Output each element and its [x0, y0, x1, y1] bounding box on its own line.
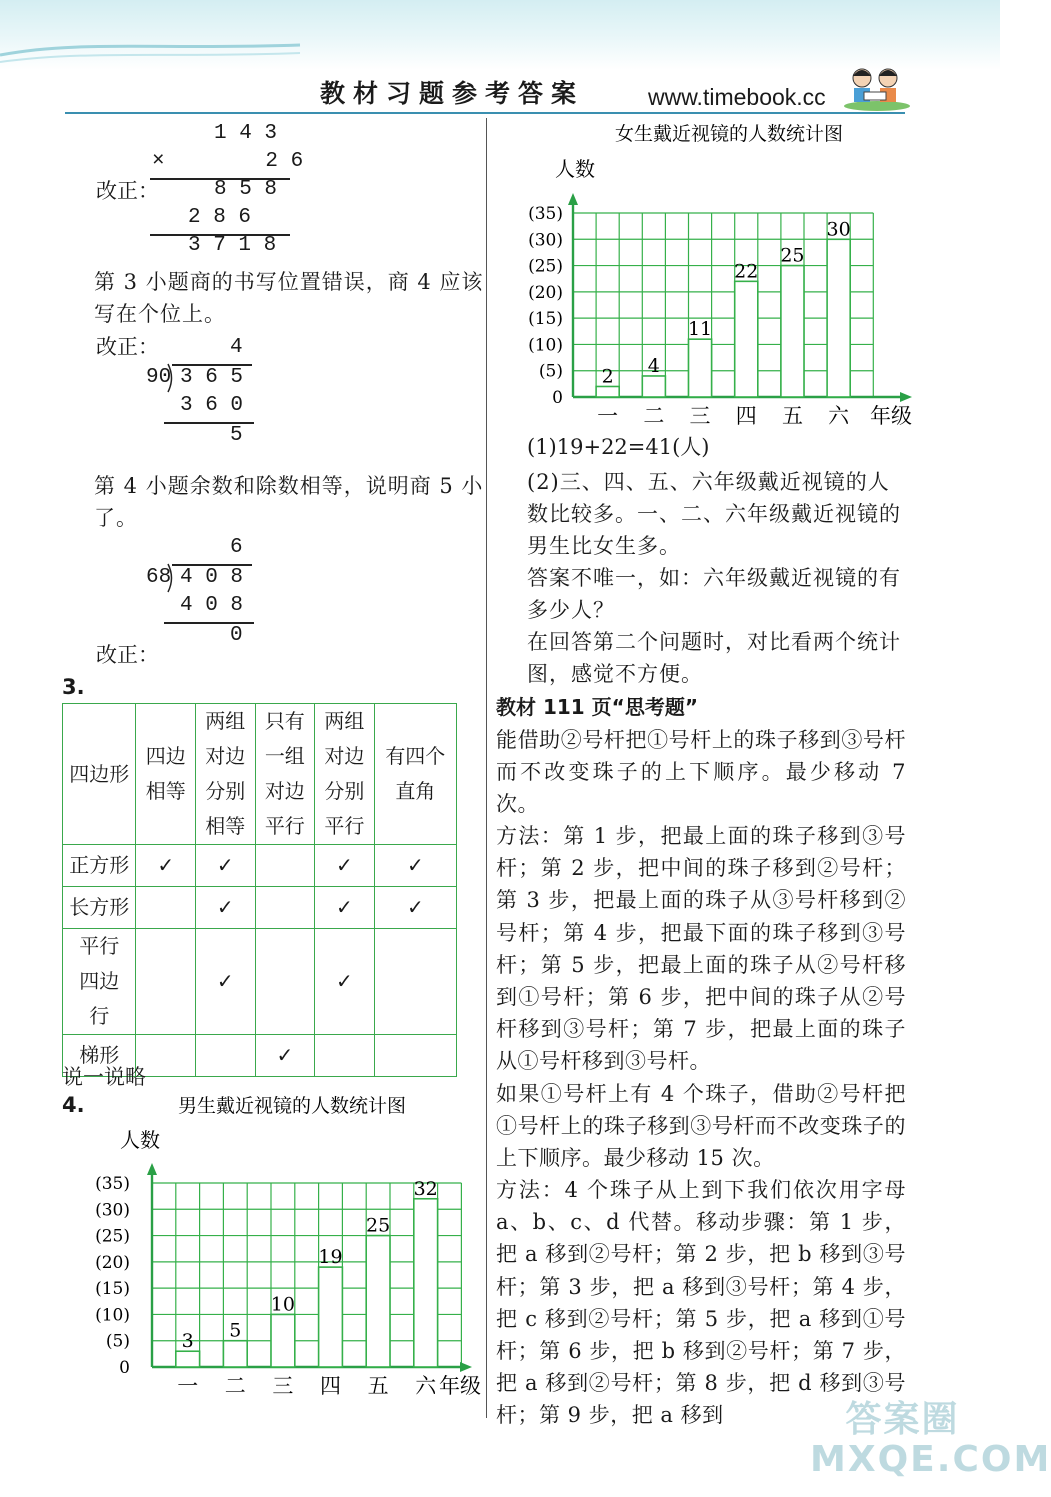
div1-bracket — [166, 362, 176, 394]
bar — [781, 266, 804, 397]
correction-label-2: 改正： — [96, 335, 159, 359]
bar-value-label: 32 — [413, 1177, 438, 1200]
bar-value-label: 19 — [318, 1246, 343, 1269]
check-cell — [255, 929, 315, 1035]
x-tick-label: 六 — [828, 404, 850, 428]
y-tick-label: (35) — [95, 1174, 130, 1194]
x-tick-label: 三 — [272, 1374, 294, 1398]
table-row — [63, 929, 457, 1035]
bar-value-label: 5 — [229, 1319, 242, 1342]
y-tick-label: 0 — [119, 1358, 130, 1378]
bar — [596, 386, 619, 397]
check-cell — [136, 887, 196, 929]
method-2: 方法：4 个珠子从上到下我们依次用字母 a、b、c、d 代替。移动步骤：第 1 步，把 a 移到②号杆；第 2 步，把 b 移到③号杆；第 3 步，把 a 移到③号杆；第 4 步，把 c 移到②号杆；第 5 步，把 a 移到①号杆；第 6 步，把 b 移到②号杆；第 7 步，把 a 移到②号杆；第 8 步，把 d 移到③号杆；第 9 步，把 a 移到 — [496, 1178, 906, 1428]
check-cell — [374, 1035, 456, 1077]
table-header: 两组对边分别相等 — [196, 704, 256, 845]
bar — [366, 1236, 390, 1367]
x-axis-label: 年级 — [439, 1374, 481, 1398]
chart-title: 女生戴近视镜的人数统计图 — [614, 123, 844, 145]
div2-divisor: 68 — [146, 566, 172, 589]
row-label: 正方形 — [63, 845, 136, 887]
x-tick-label: 二 — [643, 404, 665, 428]
watermark-text: 答案圈 MXQE.COM — [810, 1399, 1051, 1480]
y-tick-label: (25) — [528, 256, 563, 277]
check-cell: ✓ — [374, 887, 456, 929]
x-tick-label: 六 — [415, 1374, 437, 1398]
y-tick-label: (25) — [95, 1226, 130, 1247]
x-tick-label: 一 — [177, 1374, 199, 1398]
mult-row-2: × 2 6 — [152, 150, 304, 173]
bar-value-label: 22 — [734, 260, 759, 283]
correction-label-1: 改正： — [96, 179, 159, 203]
div1-product: 3 6 0 — [180, 394, 244, 417]
table-header-row — [63, 704, 457, 845]
think-answer: 能借助②号杆把①号杆上的珠子移到③号杆而不改变珠子的上下顺序。最少移动 7 次。 — [496, 728, 906, 817]
div2-remainder: 0 — [230, 624, 243, 647]
table-row — [63, 845, 457, 887]
div1-quotient: 4 — [230, 336, 243, 359]
div1-dividend: 3 6 5 — [180, 366, 244, 389]
bar — [642, 376, 665, 397]
bar-value-label: 25 — [366, 1214, 391, 1237]
x-tick-label: 三 — [689, 404, 711, 428]
page-header-title: 教材习题参考答案 — [320, 79, 585, 108]
y-tick-label: (15) — [95, 1279, 130, 1300]
method-1: 方法：第 1 步，把最上面的珠子移到③号杆；第 2 步，把中间的珠子移到②号杆；第 3 步，把最上面的珠子从③号杆移到②号杆；第 4 步，把最下面的珠子移到③号杆；第 5 步，把最上面的珠子从②号杆移到①号杆；第 6 步，把中间的珠子从②号杆移到③号杆；第 7 步，把最上面的珠子从①号杆移到③号杆。 — [496, 824, 906, 1074]
bar — [735, 281, 758, 397]
watermark — [810, 1399, 1051, 1492]
div1-remainder: 5 — [230, 424, 243, 447]
y-axis-label: 人数 — [555, 157, 595, 181]
kids-reading-icon — [842, 60, 912, 112]
check-cell — [315, 1035, 375, 1077]
girls-myopia-chart — [505, 118, 925, 433]
x-tick-label: 五 — [781, 404, 803, 428]
div2-bracket — [166, 562, 176, 594]
y-tick-label: (20) — [528, 282, 563, 303]
header-wave-decoration — [0, 20, 300, 70]
y-tick-label: (35) — [528, 204, 563, 224]
check-cell — [374, 929, 456, 1035]
check-cell: ✓ — [315, 845, 375, 887]
mult-row-3: 8 5 8 — [214, 178, 278, 201]
answer-1: (1)19+22=41(人) — [527, 435, 710, 459]
x-axis-arrow — [900, 392, 912, 402]
check-cell — [196, 1035, 256, 1077]
table-header: 四边相等 — [136, 704, 196, 845]
check-cell — [136, 929, 196, 1035]
section-4-number: 4. — [62, 1093, 85, 1117]
row-label: 长方形 — [63, 887, 136, 929]
answer-2: (2)三、四、五、六年级戴近视镜的人数比较多。一、二、六年级戴近视镜的男生比女生多。 — [527, 470, 901, 558]
check-cell — [255, 887, 315, 929]
bar-value-label: 4 — [647, 354, 660, 377]
mult-row-5: 3 7 1 8 — [188, 234, 277, 257]
div2-dividend: 4 0 8 — [180, 566, 244, 589]
bar — [319, 1267, 343, 1367]
mult-row-4: 2 8 6 — [188, 206, 252, 229]
div1-divisor: 90 — [146, 366, 172, 389]
y-tick-label: (10) — [528, 335, 563, 356]
row-label: 平行四边行 — [63, 929, 136, 1035]
x-axis-arrow — [460, 1362, 472, 1372]
think-question-title: 教材 111 页“思考题” — [496, 695, 698, 719]
x-tick-label: 四 — [735, 404, 757, 428]
bar-value-label: 2 — [601, 365, 614, 388]
correction-label-3: 改正： — [96, 643, 159, 667]
table-header: 只有一组对边平行 — [255, 704, 315, 845]
row-label: 梯形 — [63, 1035, 136, 1077]
check-cell — [255, 845, 315, 887]
bar — [176, 1351, 200, 1367]
bar-value-label: 11 — [687, 318, 713, 341]
table-header: 四边形 — [63, 704, 136, 845]
q4-explanation: 第 4 小题余数和除数相等，说明商 5 小了。 — [94, 474, 484, 530]
chart-title: 男生戴近视镜的人数统计图 — [177, 1095, 407, 1117]
div2-quotient: 6 — [230, 536, 243, 559]
quadrilateral-table — [62, 703, 457, 1077]
check-cell: ✓ — [196, 845, 256, 887]
check-cell: ✓ — [136, 845, 196, 887]
header-website: www.timebook.cc — [648, 84, 826, 110]
y-axis-arrow — [147, 1163, 157, 1175]
check-cell: ✓ — [315, 887, 375, 929]
x-tick-label: 五 — [367, 1374, 389, 1398]
answer-4: 在回答第二个问题时，对比看两个统计图，感觉不方便。 — [527, 630, 901, 686]
y-tick-label: 0 — [552, 388, 563, 408]
div2-product: 4 0 8 — [180, 594, 244, 617]
check-cell: ✓ — [196, 929, 256, 1035]
mult-row-1: 1 4 3 — [214, 122, 278, 145]
bar — [414, 1199, 438, 1367]
y-tick-label: (30) — [528, 230, 563, 251]
bar-value-label: 30 — [826, 218, 851, 241]
y-tick-label: (5) — [538, 361, 563, 382]
table-header: 两组对边分别平行 — [315, 704, 375, 845]
table-row — [63, 887, 457, 929]
x-tick-label: 二 — [224, 1374, 246, 1398]
x-tick-label: 一 — [597, 404, 619, 428]
check-cell: ✓ — [374, 845, 456, 887]
bar — [271, 1314, 295, 1367]
y-tick-label: (5) — [105, 1331, 130, 1352]
y-tick-label: (10) — [95, 1305, 130, 1326]
four-beads-answer: 如果①号杆上有 4 个珠子，借助②号杆把①号杆上的珠子移到③号杆而不改变珠子的上下顺序。最少移动 15 次。 — [496, 1082, 906, 1171]
y-tick-label: (30) — [95, 1200, 130, 1221]
check-cell: ✓ — [315, 929, 375, 1035]
bar — [223, 1341, 247, 1367]
bar — [689, 339, 712, 397]
x-axis-label: 年级 — [870, 404, 912, 428]
header-divider — [65, 112, 905, 114]
y-axis-label: 人数 — [120, 1128, 160, 1152]
y-tick-label: (15) — [528, 309, 563, 330]
y-tick-label: (20) — [95, 1252, 130, 1273]
x-tick-label: 四 — [320, 1374, 341, 1398]
q3-explanation: 第 3 小题商的书写位置错误，商 4 应该写在个位上。 — [94, 270, 484, 326]
check-cell: ✓ — [196, 887, 256, 929]
boys-myopia-chart — [80, 1085, 485, 1405]
bar-value-label: 10 — [270, 1293, 295, 1316]
check-cell: ✓ — [255, 1035, 315, 1077]
bar-value-label: 25 — [780, 244, 805, 267]
bar — [827, 239, 850, 397]
section-3-number: 3. — [62, 675, 85, 699]
say-it-note: 说一说略 — [62, 1065, 146, 1089]
answer-3: 答案不唯一，如：六年级戴近视镜的有多少人？ — [527, 566, 901, 622]
bar-value-label: 3 — [181, 1330, 194, 1353]
table-header: 有四个直角 — [374, 704, 456, 845]
y-axis-arrow — [568, 193, 578, 205]
